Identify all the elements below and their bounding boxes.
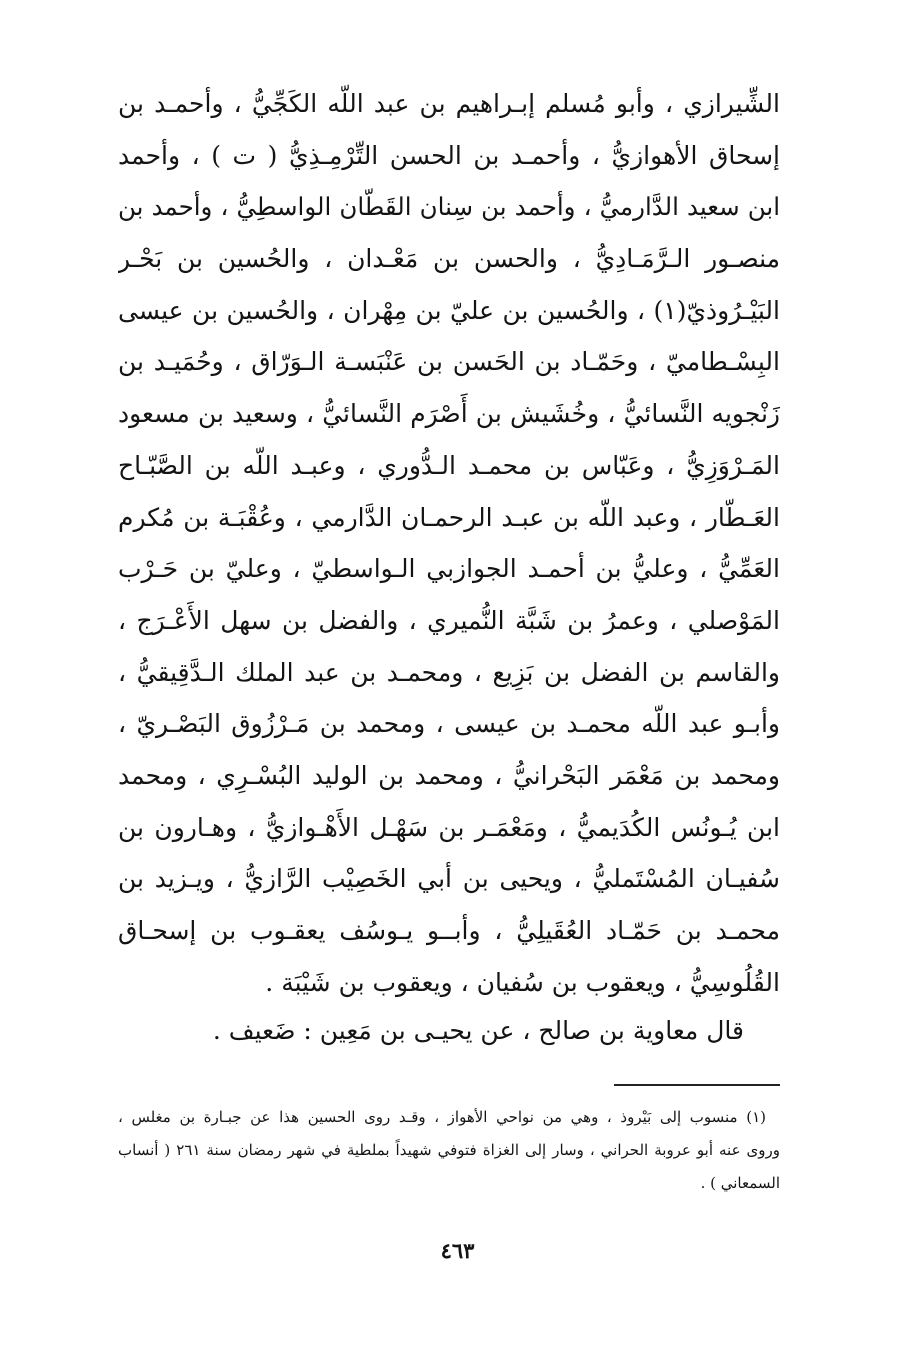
text-line: العَـطّار ، وعبد اللّه بن عبـد الرحمـان الدَّارمي ، وعُقْبَـة بن مُكرم bbox=[118, 502, 780, 532]
footnote-divider bbox=[614, 1084, 780, 1086]
text-line: البَيْـرُوذيّ(١) ، والحُسين بن عليّ بن مِهْران ، والحُسين بن عيسى bbox=[118, 295, 780, 325]
main-text-block bbox=[118, 78, 780, 1008]
text-line: المَـرْوَزِيُّ ، وعَبّاس بن محمـد الـدُّوري ، وعبـد اللّه بن الصَّبّـاح bbox=[118, 450, 780, 480]
text-line: زَنْجويه النَّسائيُّ ، وخُشَيش بن أَصْرَم النَّسائيُّ ، وسعيد بن مسعود bbox=[118, 399, 780, 429]
text-line: إسحاق الأهوازيُّ ، وأحمـد بن الحسن التِّرْمِـذِيُّ ( ت ) ، وأحمد bbox=[118, 140, 780, 170]
footnote-line: وروى عنه أبو عروبة الحراني ، وسار إلى الغزاة فتوفي شهيداً بملطية في شهر رمضان سنة ٢٦١ ( أنساب bbox=[118, 1141, 780, 1159]
text-line: وأبـو عبد اللّه محمـد بن عيسى ، ومحمد بن مَـرْزُوق البَصْـريّ ، bbox=[118, 709, 780, 739]
text-line: العَمِّيُّ ، وعليُّ بن أحمـد الجوازبي الـواسطيّ ، وعليّ بن حَـرْب bbox=[118, 554, 780, 584]
text-line: سُفيـان المُسْتَمليُّ ، ويحيى بن أبي الخَصِيْب الرَّازيُّ ، ويـزيد بن bbox=[118, 864, 780, 894]
text-line: الشِّيرازي ، وأبو مُسلم إبـراهيم بن عبد اللّه الكَجِّيُّ ، وأحمـد بن bbox=[118, 89, 780, 118]
text-line: ابن سعيد الدَّارميُّ ، وأحمد بن سِنان القَطّان الواسطِيُّ ، وأحمد بن bbox=[118, 192, 780, 222]
text-line: محمـد بن حَمّـاد العُقَيلِيُّ ، وأبــو يـوسُف يعقـوب بن إسحـاق bbox=[118, 916, 780, 945]
text-line: ابن يُـونُس الكُدَيميُّ ، ومَعْمَـر بن سَهْـل الأَهْـوازيُّ ، وهـارون بن bbox=[118, 812, 780, 842]
footnote-line: السمعاني ) . bbox=[700, 1174, 780, 1192]
text-line: القُلُوسِيُّ ، ويعقوب بن سُفيان ، ويعقوب بن شَيْبَة . bbox=[265, 967, 780, 997]
text-line: ومحمد بن مَعْمَر البَحْرانيُّ ، ومحمد بن الوليد البُسْـرِي ، ومحمد bbox=[118, 760, 780, 790]
text-line: منصـور الـرَّمَـادِيُّ ، والحسن بن مَعْـدان ، والحُسين بن بَحْـر bbox=[118, 244, 780, 274]
footnote-line: (١) منسوب إلى بَيْروذ ، وهي من نواحي الأهواز ، وقـد روى الحسين هذا عن جبـارة بن مغلس ، bbox=[118, 1108, 766, 1126]
text-line: المَوْصلي ، وعمرُ بن شَبَّة النُّميري ، والفضل بن سهل الأَعْـرَج ، bbox=[118, 605, 780, 635]
quote-paragraph: قال معاوية بن صالح ، عن يحيـى بن مَعِين : ضَعيف . bbox=[212, 1016, 744, 1045]
text-line: البِسْـطاميّ ، وحَمّـاد بن الحَسن بن عَنْبَسـة الـوَرّاق ، وحُمَيـد بن bbox=[118, 347, 780, 377]
page-number: ٤٦٣ bbox=[440, 1238, 475, 1263]
footnote-block bbox=[118, 1101, 780, 1200]
text-line: والقاسم بن الفضل بن بَزِيع ، ومحمـد بن عبد الملك الـدَّقِيقيُّ ، bbox=[118, 657, 780, 687]
